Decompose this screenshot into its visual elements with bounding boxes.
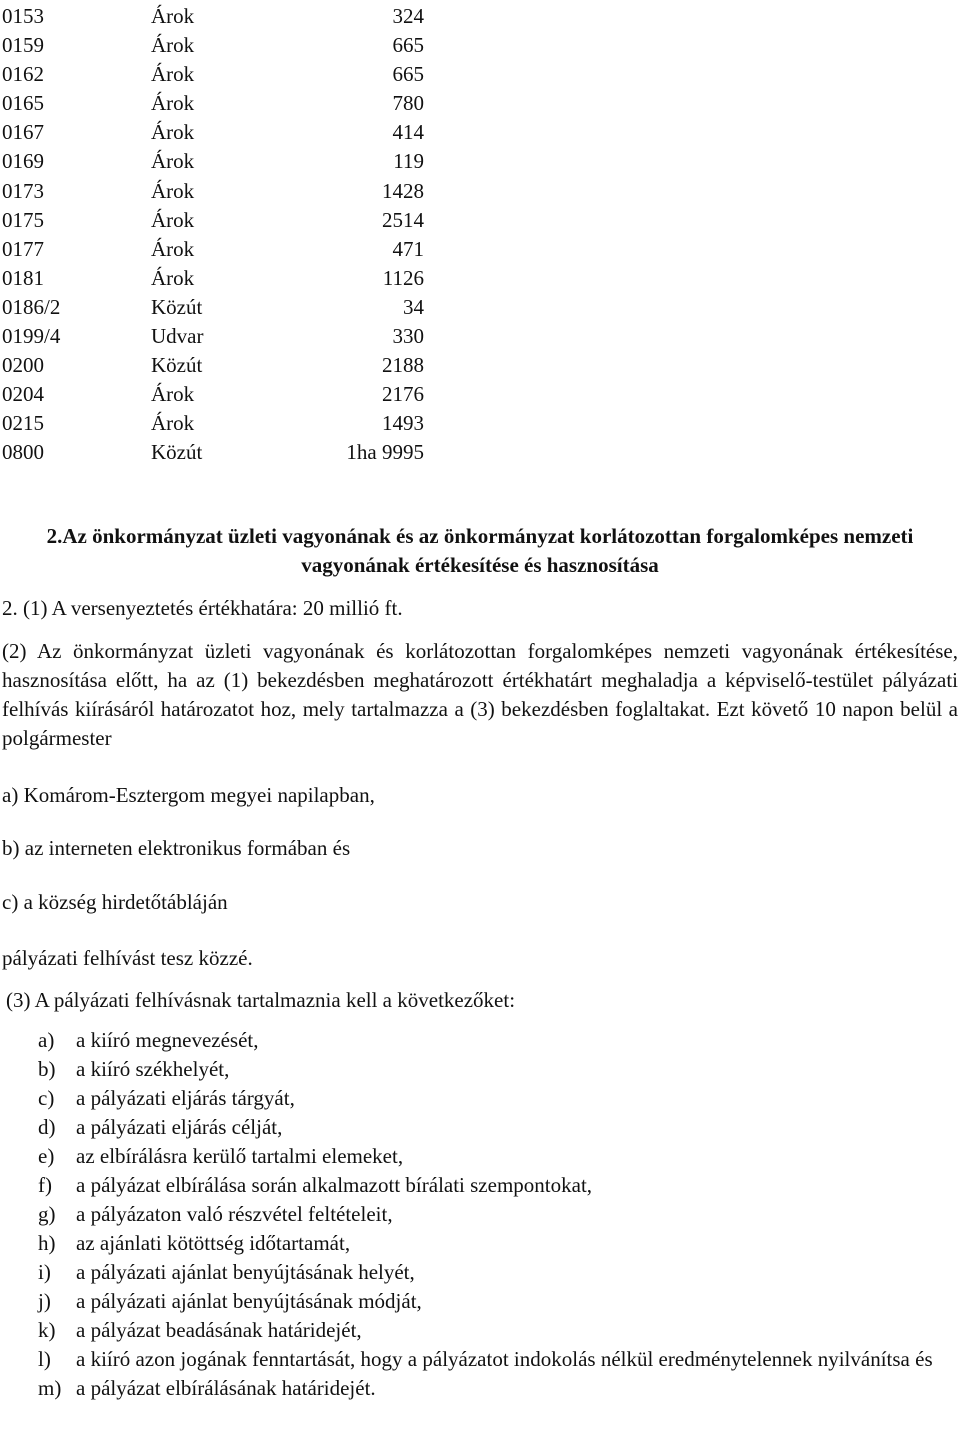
table-row	[0, 322, 440, 351]
parcel-area: 1428	[382, 178, 424, 203]
parcel-type: Udvar	[151, 324, 204, 349]
parcel-type: Közút	[151, 294, 203, 319]
list-item	[38, 1345, 958, 1374]
list-item-label: g)	[38, 1202, 56, 1226]
list-item-text: a pályázat elbírálása során alkalmazott bírálati szempontokat,	[76, 1173, 593, 1197]
table-row	[0, 2, 440, 31]
parcel-area: 665	[392, 62, 424, 87]
table-row	[0, 264, 440, 293]
parcel-type: Közút	[151, 353, 203, 378]
parcel-type: Árok	[151, 62, 195, 87]
table-row	[0, 235, 440, 264]
table-row	[0, 438, 440, 467]
parcel-area: 471	[392, 236, 424, 261]
list-item	[38, 1055, 958, 1084]
parcel-number: 0215	[2, 411, 44, 436]
parcel-area: 2176	[382, 382, 424, 407]
table-row	[0, 89, 440, 118]
publication-closing: pályázati felhívást tesz közzé.	[2, 946, 253, 970]
parcel-type: Árok	[151, 149, 195, 174]
list-item-label: k)	[38, 1318, 56, 1342]
table-row	[0, 147, 440, 176]
list-item-text: az elbírálásra kerülő tartalmi elemeket,	[76, 1144, 404, 1168]
list-item-label: d)	[38, 1115, 56, 1139]
list-item-label: e)	[38, 1144, 55, 1168]
parcel-area: 1126	[382, 265, 424, 290]
list-item-text: a kiíró azon jogának fenntartását, hogy a pályázatot indokolás nélkül eredménytelennek nyilvánítsa és	[76, 1347, 933, 1371]
parcel-type: Árok	[151, 120, 195, 145]
parcel-type: Árok	[151, 236, 195, 261]
list-item	[38, 1374, 958, 1403]
parcel-number: 0186/2	[2, 294, 61, 319]
parcel-number: 0169	[2, 149, 44, 174]
list-item	[38, 1084, 958, 1113]
table-row	[0, 409, 440, 438]
list-item	[38, 1142, 958, 1171]
paragraph-threshold: 2. (1) A versenyeztetés értékhatára: 20 millió ft.	[2, 596, 403, 620]
parcel-number: 0800	[2, 440, 44, 465]
list-item	[38, 1258, 958, 1287]
parcel-area: 780	[392, 91, 424, 116]
parcel-type: Árok	[151, 382, 195, 407]
publication-item-internet: b) az interneten elektronikus formában és	[2, 836, 351, 860]
parcel-number: 0175	[2, 207, 44, 232]
parcel-number: 0153	[2, 4, 44, 28]
publication-item-noticeboard: c) a község hirdetőtábláján	[2, 890, 228, 914]
parcel-area: 324	[392, 4, 424, 28]
list-item-label: h)	[38, 1231, 56, 1255]
list-item	[38, 1287, 958, 1316]
table-row	[0, 60, 440, 89]
parcel-area: 1493	[382, 411, 424, 436]
parcel-number: 0162	[2, 62, 44, 87]
list-item	[38, 1316, 958, 1345]
list-item-text: a pályázati eljárás tárgyát,	[76, 1086, 295, 1110]
section-heading: 2.Az önkormányzat üzleti vagyonának és az önkormányzat korlátozottan forgalomképes nemzeti vagyonának értékesítése és hasznosítása	[46, 524, 914, 577]
list-item-label: m)	[38, 1376, 62, 1400]
parcel-type: Árok	[151, 4, 195, 28]
parcel-number: 0200	[2, 353, 44, 378]
list-item	[38, 1229, 958, 1258]
parcel-type: Közút	[151, 440, 203, 465]
list-item	[38, 1113, 958, 1142]
parcel-type: Árok	[151, 178, 195, 203]
publication-item-newspaper: a) Komárom-Esztergom megyei napilapban,	[2, 783, 375, 807]
parcel-number: 0165	[2, 91, 44, 116]
list-item-text: a pályázat beadásának határidejét,	[76, 1318, 362, 1342]
parcel-area: 665	[392, 33, 424, 58]
list-item-text: a pályázaton való részvétel feltételeit,	[76, 1202, 393, 1226]
parcel-type: Árok	[151, 265, 195, 290]
table-row	[0, 118, 440, 147]
table-row	[0, 351, 440, 380]
list-item-label: l)	[38, 1347, 51, 1371]
parcel-type: Árok	[151, 33, 195, 58]
list-item-label: i)	[38, 1260, 51, 1284]
list-item	[38, 1026, 958, 1055]
parcel-area: 2514	[382, 207, 424, 232]
parcel-area: 1ha 9995	[346, 440, 424, 465]
parcel-area: 330	[392, 324, 424, 349]
list-item-text: a pályázat elbírálásának határidejét.	[76, 1376, 376, 1400]
parcel-number: 0199/4	[2, 324, 61, 349]
parcel-number: 0173	[2, 178, 44, 203]
parcel-number: 0177	[2, 236, 44, 261]
paragraph-procedure: (2) Az önkormányzat üzleti vagyonának és korlátozottan forgalomképes nemzeti vagyonának értékesítése, hasznosítása előtt, ha az (1) bekezdésben meghatározott értékhatárt meghaladja a képviselő-testület pályázati felhívás kiírásáról határozatot hoz, mely tartalmazza a (3) bekezdésben foglaltakat. Ezt követő 10 napon belül a polgármester	[2, 639, 958, 750]
parcel-type: Árok	[151, 91, 195, 116]
table-row	[0, 177, 440, 206]
table-row	[0, 380, 440, 409]
list-item-text: a kiíró megnevezését,	[76, 1028, 259, 1052]
paragraph-requirements: (3) A pályázati felhívásnak tartalmaznia kell a következőket:	[6, 988, 516, 1012]
parcel-area: 414	[392, 120, 424, 145]
list-item-text: a pályázati ajánlat benyújtásának helyét,	[76, 1260, 415, 1284]
list-item-text: a pályázati eljárás célját,	[76, 1115, 283, 1139]
list-item-text: a kiíró székhelyét,	[76, 1057, 230, 1081]
list-item-label: c)	[38, 1086, 55, 1110]
parcel-area: 119	[393, 149, 424, 174]
list-item	[38, 1171, 958, 1200]
table-row	[0, 293, 440, 322]
list-item-text: a pályázati ajánlat benyújtásának módját,	[76, 1289, 422, 1313]
parcel-type: Árok	[151, 207, 195, 232]
list-item-label: b)	[38, 1057, 56, 1081]
list-item-label: f)	[38, 1173, 52, 1197]
parcel-area: 34	[403, 294, 424, 319]
list-item-label: j)	[38, 1289, 51, 1313]
parcel-table	[0, 2, 440, 468]
parcel-number: 0167	[2, 120, 44, 145]
parcel-number: 0204	[2, 382, 44, 407]
list-item-text: az ajánlati kötöttség időtartamát,	[76, 1231, 351, 1255]
parcel-type: Árok	[151, 411, 195, 436]
requirements-list	[38, 1026, 958, 1403]
list-item-label: a)	[38, 1028, 55, 1052]
parcel-number: 0181	[2, 265, 44, 290]
list-item	[38, 1200, 958, 1229]
parcel-area: 2188	[382, 353, 424, 378]
table-row	[0, 206, 440, 235]
parcel-number: 0159	[2, 33, 44, 58]
table-row	[0, 31, 440, 60]
